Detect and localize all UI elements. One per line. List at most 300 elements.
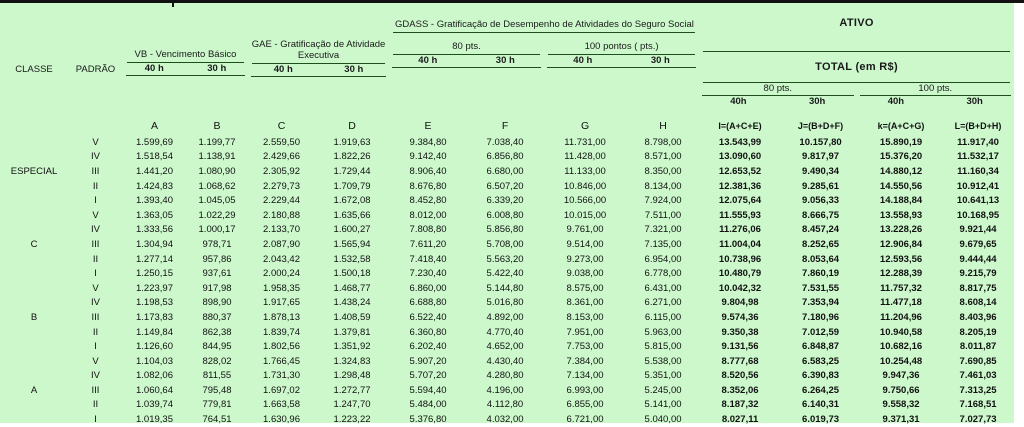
table-header bbox=[0, 3, 1014, 135]
cell-jbdf: 9.056,33 bbox=[802, 195, 840, 207]
cell-h: 5.963,00 bbox=[644, 326, 682, 338]
column-letter-row bbox=[0, 118, 1014, 135]
cell-a: 1.019,35 bbox=[136, 414, 173, 426]
cell-h: 5.538,00 bbox=[644, 355, 682, 367]
cell-b: 1.068,62 bbox=[198, 180, 236, 192]
cell-f: 5.422,40 bbox=[486, 268, 524, 280]
cell-d: 1.532,58 bbox=[333, 253, 371, 265]
cell-b: 1.022,29 bbox=[198, 209, 236, 221]
cell-lbdh: 7.690,85 bbox=[959, 355, 997, 367]
cell-h: 6.778,00 bbox=[644, 268, 682, 280]
cell-d: 1.500,18 bbox=[333, 268, 371, 280]
cell-lbdh: 8.608,14 bbox=[959, 297, 997, 309]
cell-iace: 8.777,68 bbox=[721, 355, 759, 367]
column-letter-g: G bbox=[580, 120, 590, 133]
cell-h: 5.245,00 bbox=[644, 384, 682, 396]
cell-g: 10.846,00 bbox=[563, 180, 607, 192]
cell-lbdh: 7.313,25 bbox=[959, 384, 997, 396]
cell-a: 1.060,64 bbox=[136, 384, 173, 396]
cell-h: 5.141,00 bbox=[644, 399, 682, 411]
cell-d: 1.324,83 bbox=[333, 355, 371, 367]
row-padrao: II bbox=[92, 399, 99, 411]
cell-g: 7.384,00 bbox=[566, 355, 604, 367]
row-padrao: IV bbox=[91, 151, 100, 163]
cell-c: 1.697,02 bbox=[263, 384, 300, 396]
cell-h: 5.040,00 bbox=[644, 414, 682, 426]
table-row bbox=[0, 398, 1014, 413]
cell-jbdf: 7.012,59 bbox=[802, 326, 840, 338]
cell-g: 11.133,00 bbox=[564, 165, 606, 177]
cell-iace: 13.543,99 bbox=[718, 136, 762, 148]
cell-iace: 9.804,98 bbox=[721, 297, 759, 309]
cell-kacg: 13.228,26 bbox=[879, 224, 923, 236]
cell-kacg: 9.371,31 bbox=[882, 414, 920, 426]
row-padrao: I bbox=[94, 414, 97, 426]
cell-e: 7.611,20 bbox=[409, 238, 447, 250]
cell-d: 1.272,77 bbox=[333, 384, 371, 396]
cell-a: 1.250,15 bbox=[136, 268, 173, 280]
cell-b: 957,86 bbox=[202, 253, 232, 265]
cell-lbdh: 8.403,96 bbox=[959, 311, 997, 323]
cell-jbdf: 9.490,34 bbox=[802, 165, 840, 177]
cell-e: 7.230,40 bbox=[409, 268, 447, 280]
column-letter-h: H bbox=[659, 120, 667, 133]
header-group-ativo-title: ATIVO bbox=[839, 17, 874, 29]
cell-a: 1.424,83 bbox=[136, 180, 173, 192]
cell-iace: 10.042,32 bbox=[718, 282, 762, 294]
cell-lbdh: 8.011,87 bbox=[959, 341, 997, 353]
table-row bbox=[0, 296, 1014, 311]
cell-d: 1.298,48 bbox=[333, 370, 371, 382]
cell-c: 2.180,88 bbox=[263, 209, 300, 221]
row-padrao: IV bbox=[91, 224, 100, 236]
cell-kacg: 10.254,48 bbox=[879, 355, 923, 367]
cell-g: 11.428,00 bbox=[564, 151, 606, 163]
header-gdass-100-40h: 40 h bbox=[573, 55, 593, 66]
cell-f: 5.144,80 bbox=[486, 282, 524, 294]
row-padrao: V bbox=[92, 209, 99, 221]
table-row bbox=[0, 266, 1014, 281]
table-row bbox=[0, 150, 1014, 165]
rule-gae-sub bbox=[251, 76, 386, 77]
cell-f: 4.652,00 bbox=[486, 341, 524, 353]
table-row bbox=[0, 339, 1014, 354]
cell-jbdf: 10.157,80 bbox=[799, 136, 842, 148]
header-padrao bbox=[68, 3, 123, 135]
table-row bbox=[0, 310, 1014, 325]
header-gae-40h: 40 h bbox=[273, 64, 293, 75]
cell-h: 6.954,00 bbox=[644, 253, 682, 265]
cell-iace: 12.381,36 bbox=[718, 180, 762, 192]
header-gdass-100-30h: 30 h bbox=[650, 55, 670, 66]
header-group-gdass-title: GDASS - Gratificação de Desempenho de Atividades do Seguro Social bbox=[395, 19, 694, 30]
cell-lbdh: 9.921,44 bbox=[959, 224, 997, 236]
cell-h: 6.431,00 bbox=[644, 282, 682, 294]
column-letter-b: B bbox=[213, 120, 221, 133]
cell-kacg: 15.890,19 bbox=[879, 136, 923, 148]
cell-c: 2.133,70 bbox=[263, 224, 300, 236]
cell-c: 1.663,58 bbox=[263, 399, 300, 411]
cell-a: 1.304,94 bbox=[136, 238, 173, 250]
cell-a: 1.082,06 bbox=[136, 370, 173, 382]
rule-vb-sub bbox=[126, 75, 245, 76]
cell-a: 1.518,54 bbox=[136, 151, 173, 163]
cell-h: 5.351,00 bbox=[644, 370, 682, 382]
salary-matrix-table bbox=[0, 3, 1014, 427]
cell-e: 6.860,00 bbox=[409, 282, 447, 294]
cell-h: 7.135,00 bbox=[644, 238, 682, 250]
table-row bbox=[0, 237, 1014, 252]
cell-h: 7.511,00 bbox=[644, 209, 682, 221]
cell-e: 7.418,40 bbox=[409, 253, 447, 265]
cell-d: 1.379,81 bbox=[333, 326, 371, 338]
row-group-classe: ESPECIAL bbox=[10, 165, 58, 177]
cell-d: 1.635,66 bbox=[333, 209, 371, 221]
cell-h: 7.321,00 bbox=[644, 224, 682, 236]
column-letter-i: I=(A+C+E) bbox=[718, 121, 762, 132]
header-group-gdass bbox=[389, 3, 699, 118]
cell-b: 978,71 bbox=[202, 238, 232, 250]
table-row bbox=[0, 383, 1014, 398]
cell-lbdh: 7.461,03 bbox=[959, 370, 997, 382]
header-ativo-80-30h: 30h bbox=[808, 96, 826, 107]
row-padrao: V bbox=[92, 136, 99, 148]
cell-jbdf: 6.390,83 bbox=[802, 370, 840, 382]
cell-d: 1.672,08 bbox=[333, 195, 371, 207]
cell-c: 2.279,73 bbox=[263, 180, 300, 192]
cell-b: 795,48 bbox=[202, 384, 232, 396]
cell-kacg: 13.558,93 bbox=[879, 209, 923, 221]
cell-d: 1.351,92 bbox=[333, 341, 371, 353]
cell-a: 1.333,56 bbox=[136, 224, 173, 236]
cell-lbdh: 7.027,73 bbox=[959, 414, 997, 426]
cell-lbdh: 10.168,95 bbox=[956, 209, 1000, 221]
cell-e: 6.360,80 bbox=[409, 326, 447, 338]
cell-kacg: 14.188,84 bbox=[879, 195, 923, 207]
cell-f: 6.339,20 bbox=[486, 195, 524, 207]
cell-b: 844,95 bbox=[202, 341, 232, 353]
cell-b: 1.000,17 bbox=[198, 224, 236, 236]
table-row bbox=[0, 223, 1014, 238]
cell-lbdh: 9.215,79 bbox=[959, 268, 997, 280]
cell-jbdf: 6.019,73 bbox=[802, 414, 840, 426]
table-row bbox=[0, 252, 1014, 267]
cell-d: 1.919,63 bbox=[333, 136, 371, 148]
cell-e: 7.808,80 bbox=[409, 224, 447, 236]
cell-e: 8.452,80 bbox=[409, 195, 447, 207]
cell-f: 5.708,00 bbox=[486, 238, 524, 250]
row-padrao: II bbox=[92, 326, 99, 338]
cell-h: 6.271,00 bbox=[644, 297, 682, 309]
cell-jbdf: 9.285,61 bbox=[802, 180, 840, 192]
cell-kacg: 11.477,18 bbox=[880, 297, 922, 309]
cell-d: 1.600,27 bbox=[333, 224, 371, 236]
header-ativo-100-40h: 40h bbox=[887, 96, 905, 107]
cell-kacg: 11.204,96 bbox=[880, 311, 922, 323]
cell-iace: 10.480,79 bbox=[718, 268, 762, 280]
cell-a: 1.363,05 bbox=[136, 209, 173, 221]
cell-d: 1.247,70 bbox=[333, 399, 371, 411]
cell-lbdh: 8.205,19 bbox=[959, 326, 997, 338]
cell-c: 2.305,92 bbox=[263, 165, 300, 177]
table-row bbox=[0, 179, 1014, 194]
cell-g: 8.575,00 bbox=[566, 282, 604, 294]
cell-h: 6.115,00 bbox=[644, 311, 682, 323]
cell-g: 7.134,00 bbox=[566, 370, 604, 382]
cell-jbdf: 9.817,97 bbox=[802, 151, 840, 163]
cell-h: 8.134,00 bbox=[644, 180, 682, 192]
cell-g: 8.361,00 bbox=[566, 297, 604, 309]
cell-g: 11.731,00 bbox=[564, 136, 606, 148]
cell-jbdf: 7.860,19 bbox=[802, 268, 840, 280]
row-group-classe: B bbox=[30, 311, 38, 323]
rule-gdass-100-sub bbox=[547, 67, 696, 68]
cell-iace: 9.350,38 bbox=[721, 326, 759, 338]
cell-d: 1.729,44 bbox=[333, 165, 371, 177]
column-letter-l: L=(B+D+H) bbox=[954, 121, 1002, 132]
cell-b: 779,81 bbox=[202, 399, 232, 411]
row-padrao: I bbox=[94, 195, 97, 207]
cell-iace: 8.352,06 bbox=[721, 384, 759, 396]
cell-a: 1.441,20 bbox=[136, 165, 173, 177]
cell-f: 5.016,80 bbox=[486, 297, 524, 309]
header-ativo-80-40h: 40h bbox=[730, 96, 747, 107]
cell-kacg: 9.558,32 bbox=[882, 399, 920, 411]
cell-e: 5.484,00 bbox=[409, 399, 447, 411]
row-padrao: IV bbox=[91, 370, 100, 382]
cell-f: 4.770,40 bbox=[486, 326, 524, 338]
cell-e: 9.142,40 bbox=[409, 151, 447, 163]
cell-e: 8.676,80 bbox=[409, 180, 447, 192]
row-padrao: I bbox=[94, 268, 97, 280]
column-letter-c: C bbox=[277, 120, 286, 133]
cell-a: 1.599,69 bbox=[136, 136, 173, 148]
cell-jbdf: 7.353,94 bbox=[802, 297, 840, 309]
cell-kacg: 12.593,56 bbox=[879, 253, 923, 265]
column-letter-d: D bbox=[348, 120, 356, 133]
table-row bbox=[0, 193, 1014, 208]
row-padrao: III bbox=[91, 311, 100, 323]
cell-d: 1.565,94 bbox=[333, 238, 371, 250]
cell-f: 6.856,80 bbox=[486, 151, 524, 163]
cell-f: 7.038,40 bbox=[486, 136, 524, 148]
cell-jbdf: 6.264,25 bbox=[802, 384, 840, 396]
row-padrao: II bbox=[92, 180, 99, 192]
row-padrao: III bbox=[91, 238, 100, 250]
cell-c: 1.958,35 bbox=[263, 282, 300, 294]
cell-iace: 13.090,60 bbox=[718, 151, 762, 163]
cell-c: 1.731,30 bbox=[263, 370, 300, 382]
column-letter-a: A bbox=[150, 120, 158, 133]
cell-jbdf: 8.457,24 bbox=[802, 224, 840, 236]
cell-g: 9.514,00 bbox=[566, 238, 604, 250]
row-padrao: IV bbox=[91, 297, 100, 309]
row-padrao: III bbox=[91, 384, 100, 396]
cell-kacg: 9.947,36 bbox=[882, 370, 920, 382]
header-gdass-80-30h: 30 h bbox=[495, 55, 515, 66]
cell-jbdf: 8.053,64 bbox=[802, 253, 840, 265]
cell-b: 1.138,91 bbox=[198, 151, 236, 163]
cell-a: 1.104,03 bbox=[136, 355, 173, 367]
cell-d: 1.468,77 bbox=[333, 282, 371, 294]
cell-d: 1.223,22 bbox=[333, 414, 371, 426]
cell-a: 1.149,84 bbox=[136, 326, 173, 338]
cell-c: 1.917,65 bbox=[263, 297, 300, 309]
table-row bbox=[0, 164, 1014, 179]
cell-b: 811,55 bbox=[202, 370, 232, 382]
cell-c: 2.087,90 bbox=[263, 238, 300, 250]
table-row bbox=[0, 208, 1014, 223]
cell-lbdh: 7.168,51 bbox=[959, 399, 997, 411]
row-padrao: V bbox=[92, 282, 99, 294]
cell-lbdh: 10.641,13 bbox=[956, 195, 1000, 207]
cell-kacg: 12.906,84 bbox=[879, 238, 923, 250]
table-row bbox=[0, 354, 1014, 369]
cell-kacg: 14.880,12 bbox=[879, 165, 923, 177]
cell-f: 6.680,00 bbox=[486, 165, 524, 177]
cell-g: 9.761,00 bbox=[566, 224, 604, 236]
column-letter-j: J=(B+D+F) bbox=[797, 121, 844, 132]
cell-c: 2.043,42 bbox=[263, 253, 300, 265]
header-vb-30h: 30 h bbox=[207, 63, 227, 74]
rule-ativo bbox=[703, 51, 1010, 52]
cell-h: 8.798,00 bbox=[644, 136, 682, 148]
cell-lbdh: 9.444,44 bbox=[959, 253, 997, 265]
header-gdass-tier-100: 100 pontos ( pts.) bbox=[584, 41, 659, 52]
cell-d: 1.822,26 bbox=[333, 151, 371, 163]
cell-lbdh: 9.679,65 bbox=[959, 238, 997, 250]
cell-f: 4.280,80 bbox=[486, 370, 524, 382]
row-group-classe: C bbox=[30, 238, 38, 250]
cell-b: 1.045,05 bbox=[198, 195, 236, 207]
header-vb-40h: 40 h bbox=[144, 63, 164, 74]
header-ativo-subtitle: TOTAL (em R$) bbox=[815, 61, 898, 73]
cell-iace: 9.574,36 bbox=[721, 311, 759, 323]
cell-g: 6.721,00 bbox=[566, 414, 604, 426]
cell-lbdh: 10.912,41 bbox=[956, 180, 1000, 192]
cell-a: 1.277,14 bbox=[136, 253, 173, 265]
cell-g: 9.038,00 bbox=[566, 268, 604, 280]
cell-h: 8.350,00 bbox=[644, 165, 682, 177]
cell-g: 9.273,00 bbox=[566, 253, 604, 265]
cell-g: 10.015,00 bbox=[563, 209, 607, 221]
cell-e: 6.202,40 bbox=[409, 341, 447, 353]
cell-a: 1.126,60 bbox=[136, 341, 173, 353]
cell-kacg: 14.550,56 bbox=[879, 180, 923, 192]
table-row bbox=[0, 281, 1014, 296]
header-group-gae bbox=[248, 3, 389, 118]
cell-iace: 9.131,56 bbox=[721, 341, 759, 353]
cell-iace: 11.555,93 bbox=[719, 209, 761, 221]
cell-e: 9.384,80 bbox=[409, 136, 447, 148]
cell-b: 1.199,77 bbox=[198, 136, 236, 148]
cell-c: 1.878,13 bbox=[263, 311, 300, 323]
cell-a: 1.039,74 bbox=[136, 399, 173, 411]
cell-jbdf: 8.666,75 bbox=[802, 209, 840, 221]
cell-b: 898,90 bbox=[202, 297, 232, 309]
cell-iace: 11.004,04 bbox=[719, 238, 761, 250]
table-row bbox=[0, 369, 1014, 384]
cell-d: 1.438,24 bbox=[333, 297, 371, 309]
cell-f: 6.507,20 bbox=[486, 180, 524, 192]
cell-kacg: 10.682,16 bbox=[879, 341, 923, 353]
cell-b: 937,61 bbox=[202, 268, 232, 280]
cell-g: 7.753,00 bbox=[566, 341, 604, 353]
column-letter-f: F bbox=[501, 120, 509, 133]
cell-lbdh: 8.817,75 bbox=[959, 282, 997, 294]
cell-lbdh: 11.532,17 bbox=[957, 151, 999, 163]
cell-f: 4.196,00 bbox=[486, 384, 524, 396]
header-group-vb-title: VB - Vencimento Básico bbox=[134, 49, 237, 60]
cell-g: 10.566,00 bbox=[563, 195, 607, 207]
cell-f: 4.112,80 bbox=[486, 399, 524, 411]
cell-c: 2.559,50 bbox=[263, 136, 300, 148]
cell-e: 5.594,40 bbox=[409, 384, 447, 396]
header-group-vb bbox=[123, 3, 248, 118]
cell-h: 5.815,00 bbox=[644, 341, 682, 353]
cell-c: 1.802,56 bbox=[263, 341, 300, 353]
cell-e: 5.707,20 bbox=[409, 370, 447, 382]
cell-g: 6.993,00 bbox=[566, 384, 604, 396]
table-row bbox=[0, 412, 1014, 427]
cell-a: 1.393,40 bbox=[136, 195, 173, 207]
cell-jbdf: 6.848,87 bbox=[802, 341, 840, 353]
cell-c: 1.630,96 bbox=[263, 414, 300, 426]
cell-f: 5.856,80 bbox=[486, 224, 524, 236]
column-letter-k: k=(A+C+G) bbox=[877, 121, 925, 132]
cell-g: 8.153,00 bbox=[566, 311, 604, 323]
cell-jbdf: 8.252,65 bbox=[802, 238, 840, 250]
cell-jbdf: 7.531,55 bbox=[802, 282, 840, 294]
cell-b: 880,37 bbox=[202, 311, 232, 323]
cell-c: 2.429,66 bbox=[263, 151, 300, 163]
cell-b: 764,51 bbox=[202, 414, 232, 426]
cell-c: 2.229,44 bbox=[263, 195, 300, 207]
cell-iace: 11.276,06 bbox=[719, 224, 761, 236]
cell-a: 1.173,83 bbox=[136, 311, 173, 323]
header-ativo-100-30h: 30h bbox=[966, 96, 983, 107]
cell-e: 5.907,20 bbox=[409, 355, 447, 367]
cell-h: 7.924,00 bbox=[644, 195, 682, 207]
cell-e: 6.522,40 bbox=[409, 311, 447, 323]
cell-kacg: 9.750,66 bbox=[882, 384, 920, 396]
cell-iace: 8.187,32 bbox=[721, 399, 759, 411]
cell-d: 1.408,59 bbox=[333, 311, 371, 323]
cell-g: 6.855,00 bbox=[566, 399, 604, 411]
cell-g: 7.951,00 bbox=[566, 326, 604, 338]
cell-b: 828,02 bbox=[202, 355, 232, 367]
cell-h: 8.571,00 bbox=[644, 151, 682, 163]
header-padrao-label: PADRÃO bbox=[75, 63, 116, 75]
row-padrao: III bbox=[91, 165, 100, 177]
cell-jbdf: 6.583,25 bbox=[802, 355, 840, 367]
cell-kacg: 12.288,39 bbox=[879, 268, 923, 280]
header-gae-30h: 30 h bbox=[344, 64, 364, 75]
cell-e: 5.376,80 bbox=[409, 414, 447, 426]
cell-f: 4.892,00 bbox=[486, 311, 524, 323]
rule-gdass-80-sub bbox=[392, 67, 541, 68]
table-row bbox=[0, 135, 1014, 150]
cell-e: 8.012,00 bbox=[409, 209, 447, 221]
cell-iace: 8.520,56 bbox=[721, 370, 759, 382]
cell-kacg: 10.940,58 bbox=[879, 326, 923, 338]
cell-a: 1.198,53 bbox=[136, 297, 173, 309]
table-body bbox=[0, 135, 1014, 427]
table-row bbox=[0, 325, 1014, 340]
header-ativo-tier-80: 80 pts. bbox=[763, 83, 793, 94]
cell-f: 5.563,20 bbox=[486, 253, 524, 265]
cell-b: 862,38 bbox=[202, 326, 232, 338]
